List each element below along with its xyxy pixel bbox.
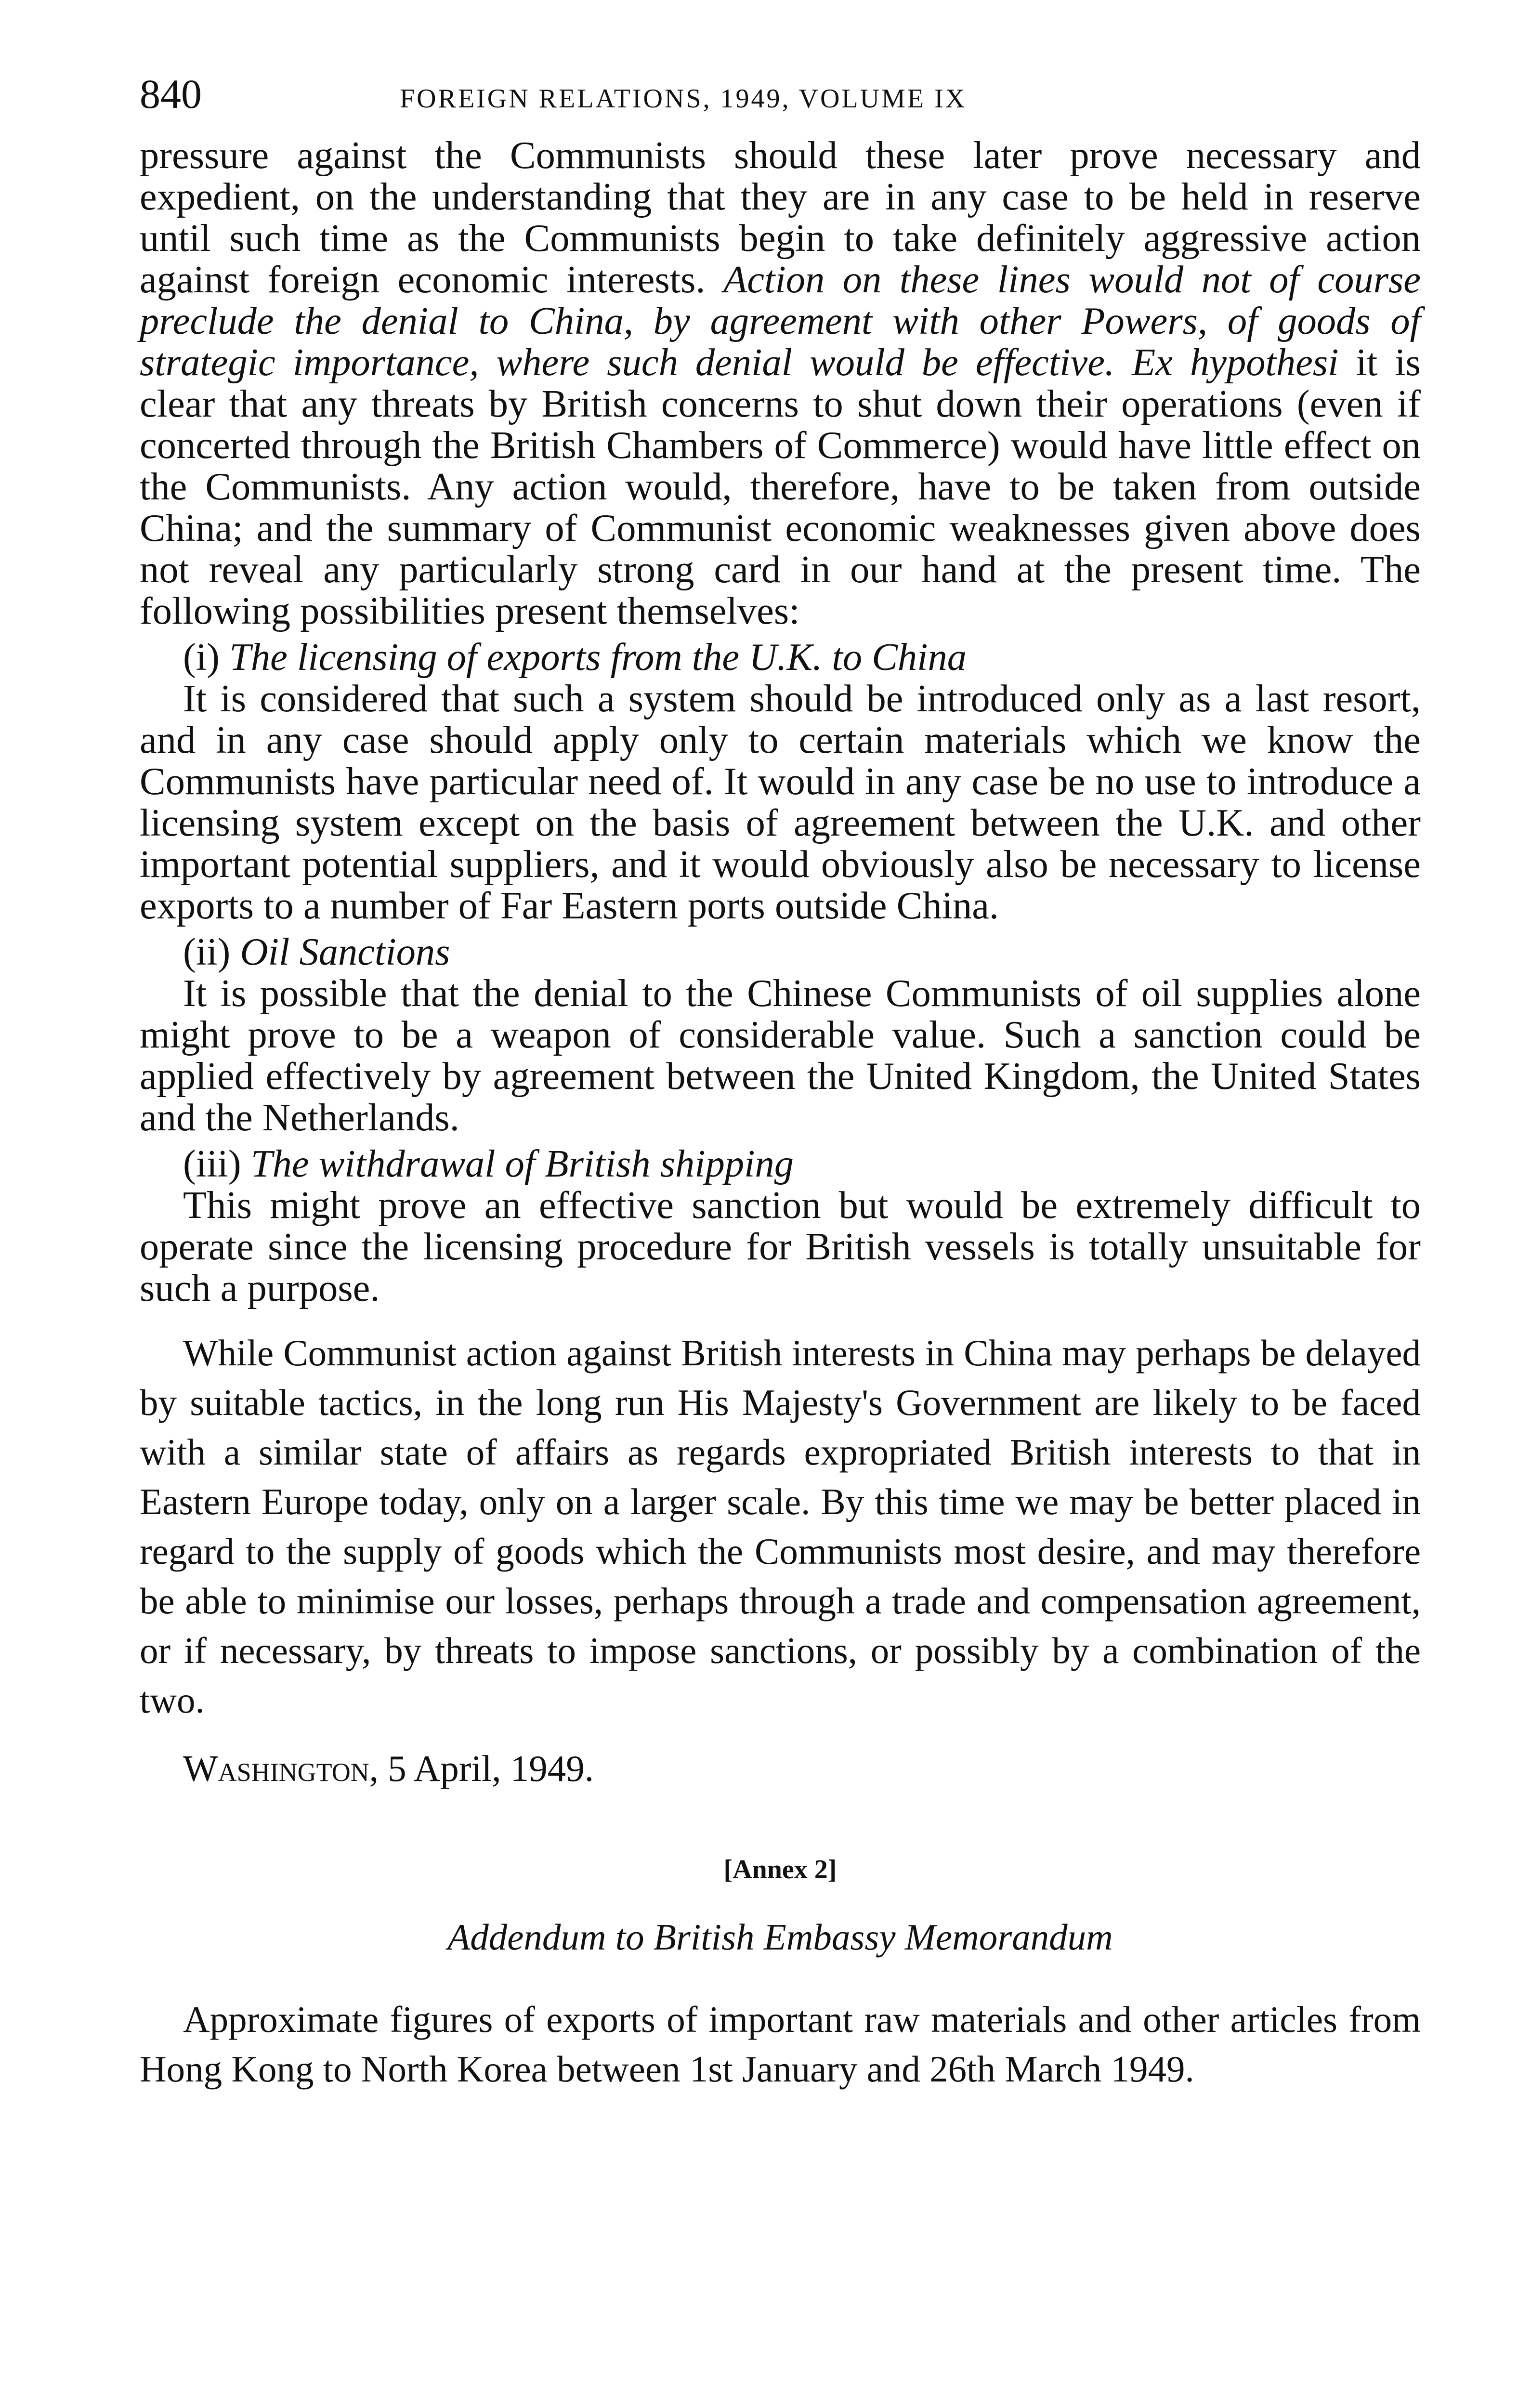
- item-title: The licensing of exports from the U.K. to China: [229, 636, 967, 679]
- addendum-title: Addendum to British Embassy Memorandum: [447, 1916, 1113, 1958]
- page-number: 840: [140, 71, 202, 117]
- item-numeral: (i): [183, 636, 230, 679]
- annex-paragraph: Approximate figures of exports of important raw materials and other articles from Hong Kong to North Korea between 1st January and 26th March 1949.: [140, 1999, 1421, 2090]
- signoff-place: Washington: [183, 1748, 369, 1789]
- item-body: This might prove an effective sanction but would be extremely difficult to operate since the licensing procedure for British vessels is totally unsuitable for such a purpose.: [140, 1184, 1421, 1309]
- item-numeral: (iii): [183, 1142, 251, 1185]
- item-oil-sanctions: [140, 931, 1421, 1139]
- item-title: The withdrawal of British shipping: [250, 1142, 794, 1185]
- item-body: It is considered that such a system should be introduced only as a last resort, and in any case should apply only to certain materials which we know the Communists have particular need of. It would in any case be no use to introduce a licensing system except on the basis of agreement between the U.K. and other important potential suppliers, and it would obviously also be necessary to license exports to a number of Far Eastern ports outside China.: [140, 677, 1421, 927]
- item-title: Oil Sanctions: [240, 930, 450, 973]
- item-heading: [140, 931, 1421, 973]
- item-licensing: [140, 637, 1421, 927]
- document-page: [140, 67, 1421, 2094]
- signoff-date: , 5 April, 1949.: [369, 1748, 594, 1789]
- item-body: It is possible that the denial to the Chinese Communists of oil supplies alone might prove to be a weapon of considerable value. Such a sanction could be applied effectively by agreement between the United Kingdom, the United States and the Netherlands.: [140, 972, 1421, 1139]
- opening-text-a: pressure against the Communists should these later prove necessary and expedient, on the understanding that they are in any case to be held in reserve until such time as the Communists begin to take definitely aggressive action against foreign economic interests.: [140, 134, 1421, 301]
- item-numeral: (ii): [183, 930, 240, 973]
- annex-label: [Annex 2]: [723, 1855, 837, 1885]
- opening-paragraph: [140, 135, 1421, 632]
- opening-text-b: it is clear that any threats by British concerns to shut down their operations (even if concerted through the British Chambers of Commerce) would have little effect on the Communists. Any action would, therefore, have to be taken from outside China; and the summary of Communist economic weaknesses given above does not reveal any particularly strong card in our hand at the present time. The following possibilities present themselves:: [140, 341, 1421, 632]
- running-head: [140, 67, 1421, 120]
- item-shipping: [140, 1143, 1421, 1309]
- signoff: [140, 1744, 1421, 1793]
- item-heading: [140, 637, 1421, 678]
- opening-italic-a: Action on these lines would not of course preclude the denial to China, by agreement with other Powers, of goods of strategic importance, where such denial would be effective. Ex hypothesi: [140, 258, 1421, 384]
- closing-paragraph: While Communist action against British interests in China may perhaps be delayed by suitable tactics, in the long run His Majesty's Government are likely to be faced with a similar state of affairs as regards expropriated British interests to that in Eastern Europe today, only on a larger scale. By this time we may be better placed in regard to the supply of goods which the Communists most desire, and may therefore be able to minimise our losses, perhaps through a trade and compensation agreement, or if necessary, by threats to impose sanctions, or possibly by a combination of the two.: [140, 1332, 1421, 1721]
- running-title: FOREIGN RELATIONS, 1949, VOLUME IX: [400, 84, 967, 114]
- item-heading: [140, 1143, 1421, 1185]
